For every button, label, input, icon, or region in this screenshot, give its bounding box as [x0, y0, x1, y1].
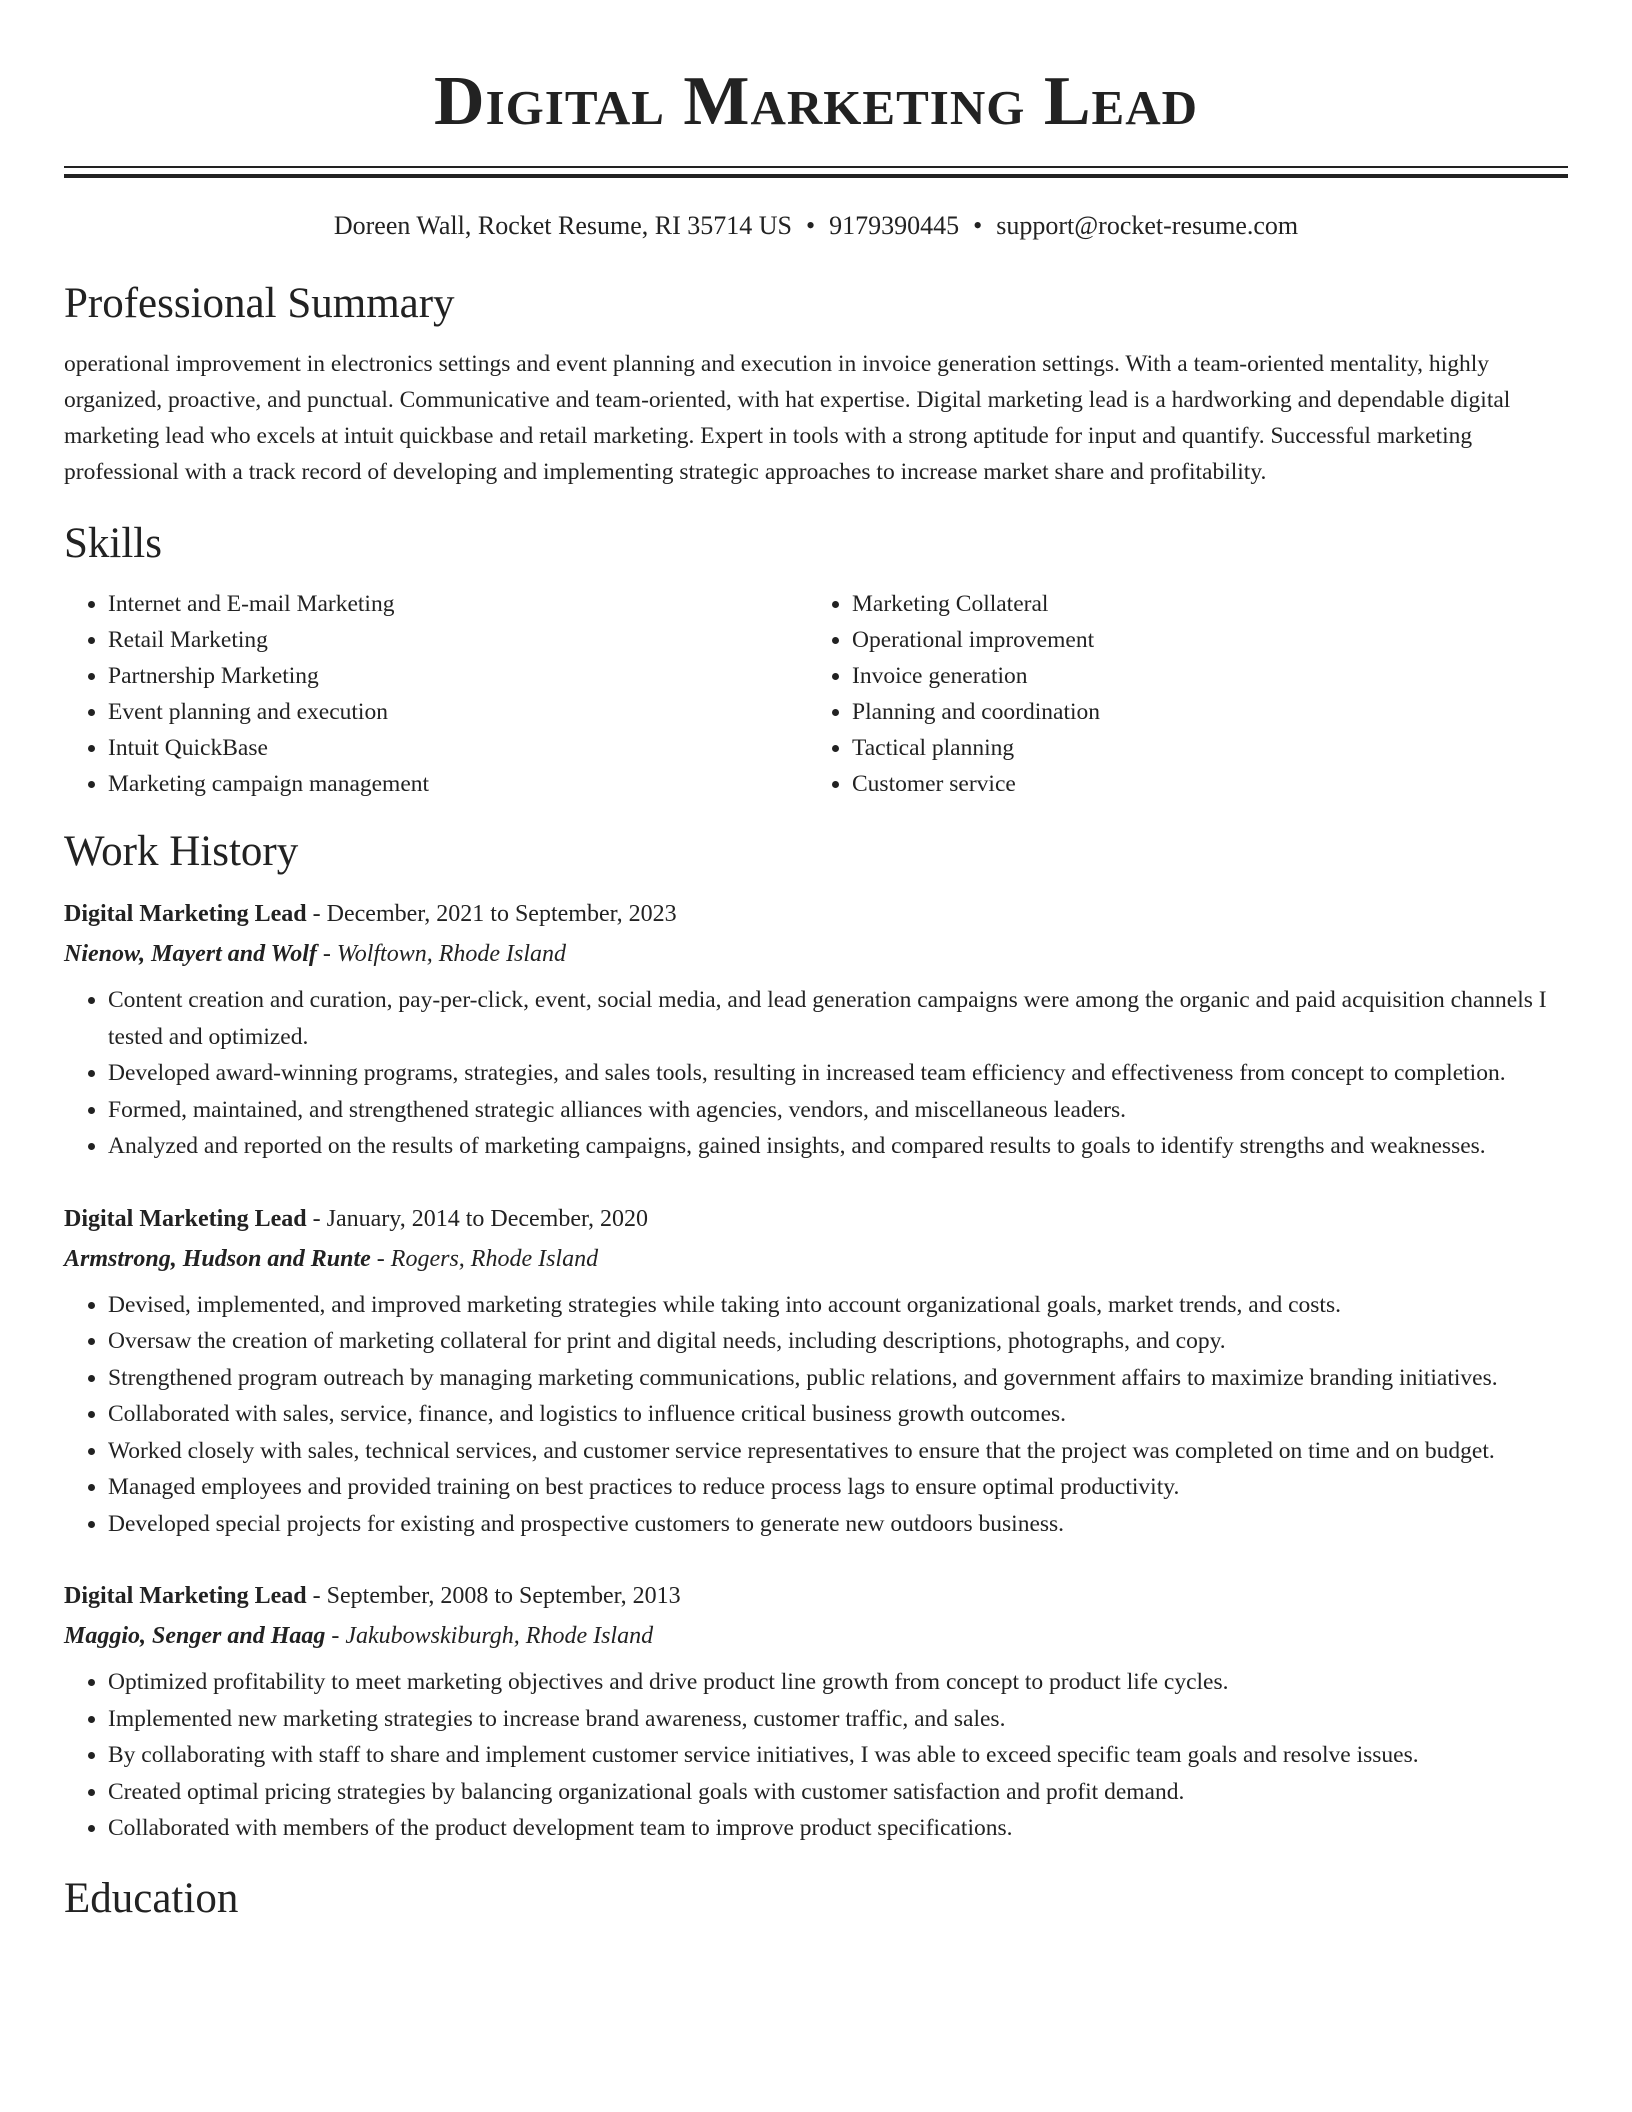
skill-item: • Intuit QuickBase: [108, 730, 808, 766]
job-title-line: [64, 1199, 1568, 1239]
job-dates: - December, 2021 to September, 2023: [306, 901, 677, 927]
skill-item: • Operational improvement: [852, 622, 1552, 658]
skill-item: • Tactical planning: [852, 730, 1552, 766]
job-title: Digital Marketing Lead: [64, 901, 307, 927]
contact-separator: •: [806, 211, 816, 240]
job-bullets: [64, 1664, 1568, 1847]
skills-column-right: [808, 586, 1552, 802]
company-location: - Wolftown, Rhode Island: [316, 941, 567, 967]
job-bullet: • Collaborated with members of the product development team to improve product specifications.: [108, 1810, 1568, 1847]
contact-separator: •: [973, 211, 983, 240]
company-name: Armstrong, Hudson and Runte: [64, 1245, 371, 1272]
company-line: [64, 1616, 1568, 1656]
job-bullets: [64, 1287, 1568, 1543]
summary-heading: Professional Summary: [64, 280, 455, 327]
job-bullet: • Strengthened program outreach by managing marketing communications, public relations, and government affairs to maximize branding initiatives.: [108, 1360, 1568, 1397]
contact-address: Doreen Wall, Rocket Resume, RI 35714 US: [333, 211, 792, 240]
job-bullet: • Developed special projects for existing and prospective customers to generate new outdoors business.: [108, 1506, 1568, 1543]
job-title-line: [64, 894, 1568, 934]
resume-page: [64, 0, 1568, 1925]
job-dates: - January, 2014 to December, 2020: [306, 1205, 649, 1232]
resume-title: Digital Marketing Lead: [434, 63, 1198, 140]
job-bullets: [64, 982, 1568, 1165]
work-history-heading: Work History: [64, 828, 299, 875]
job-bullet: • Managed employees and provided training on best practices to reduce process lags to ensure optimal productivity.: [108, 1469, 1568, 1506]
company-line: [64, 934, 1568, 974]
skill-item: • Event planning and execution: [108, 694, 808, 730]
skill-item: • Marketing campaign management: [108, 766, 808, 802]
summary-text: operational improvement in electronics settings and event planning and execution in invoice generation settings. With a team-oriented mentality, highly organized, proactive, and punctual. Communicative and team-oriented, with hat expertise. Digital marketing lead is a hardworking and dependable digital marketing lead who excels at intuit quickbase and retail marketing. Expert in tools with a strong aptitude for input and quantify. Successful marketing professional with a track record of developing and implementing strategic approaches to increase market share and profitability.: [64, 351, 1511, 485]
skills-column-left: [64, 586, 808, 802]
skill-item: • Partnership Marketing: [108, 658, 808, 694]
job-entry: [64, 894, 1568, 1165]
job-title: Digital Marketing Lead: [64, 1205, 307, 1232]
title-divider-thick: [64, 174, 1568, 178]
job-bullet: • Formed, maintained, and strengthened strategic alliances with agencies, vendors, and miscellaneous leaders.: [108, 1092, 1568, 1129]
job-bullet: • Devised, implemented, and improved marketing strategies while taking into account organizational goals, market trends, and costs.: [108, 1287, 1568, 1324]
contact-email: support@rocket-resume.com: [996, 211, 1299, 240]
title-divider-thin: [64, 166, 1568, 168]
skill-item: • Internet and E-mail Marketing: [108, 586, 808, 622]
skill-item: • Retail Marketing: [108, 622, 808, 658]
job-title-line: [64, 1576, 1568, 1616]
skill-item: • Invoice generation: [852, 658, 1552, 694]
company-name: Maggio, Senger and Haag: [64, 1623, 326, 1649]
job-dates: - September, 2008 to September, 2013: [306, 1583, 681, 1609]
skill-item: • Customer service: [852, 766, 1552, 802]
job-bullet: • Developed award-winning programs, strategies, and sales tools, resulting in increased team efficiency and effectiveness from concept to completion.: [108, 1055, 1568, 1092]
company-location: - Jakubowskiburgh, Rhode Island: [325, 1623, 654, 1649]
job-bullet: • Analyzed and reported on the results of marketing campaigns, gained insights, and compared results to goals to identify strengths and weaknesses.: [108, 1128, 1568, 1165]
job-bullet: • Worked closely with sales, technical services, and customer service representatives to ensure that the project was completed on time and on budget.: [108, 1433, 1568, 1470]
company-name: Nienow, Mayert and Wolf: [64, 941, 317, 967]
skill-item: • Marketing Collateral: [852, 586, 1552, 622]
job-bullet: • Collaborated with sales, service, finance, and logistics to influence critical business growth outcomes.: [108, 1396, 1568, 1433]
company-location: - Rogers, Rhode Island: [370, 1245, 599, 1272]
job-bullet: • By collaborating with staff to share and implement customer service initiatives, I was able to exceed specific team goals and resolve issues.: [108, 1737, 1568, 1774]
education-heading: Education: [64, 1874, 239, 1922]
job-bullet: • Optimized profitability to meet marketing objectives and drive product line growth from concept to product life cycles.: [108, 1664, 1568, 1701]
job-bullet: • Content creation and curation, pay-per-click, event, social media, and lead generation campaigns were among the organic and paid acquisition channels I tested and optimized.: [108, 982, 1568, 1055]
job-entry: [64, 1576, 1568, 1847]
skill-item: • Planning and coordination: [852, 694, 1552, 730]
job-title: Digital Marketing Lead: [64, 1583, 307, 1609]
job-bullet: • Oversaw the creation of marketing collateral for print and digital needs, including descriptions, photographs, and copy.: [108, 1323, 1568, 1360]
job-entry: [64, 1199, 1568, 1543]
contact-line: [64, 208, 1568, 244]
job-bullet: • Created optimal pricing strategies by balancing organizational goals with customer satisfaction and profit demand.: [108, 1774, 1568, 1811]
skills-heading: Skills: [64, 520, 162, 567]
company-line: [64, 1239, 1568, 1279]
job-bullet: • Implemented new marketing strategies to increase brand awareness, customer traffic, and sales.: [108, 1701, 1568, 1738]
contact-phone: 9179390445: [829, 211, 960, 240]
skills-list: [64, 586, 1568, 802]
